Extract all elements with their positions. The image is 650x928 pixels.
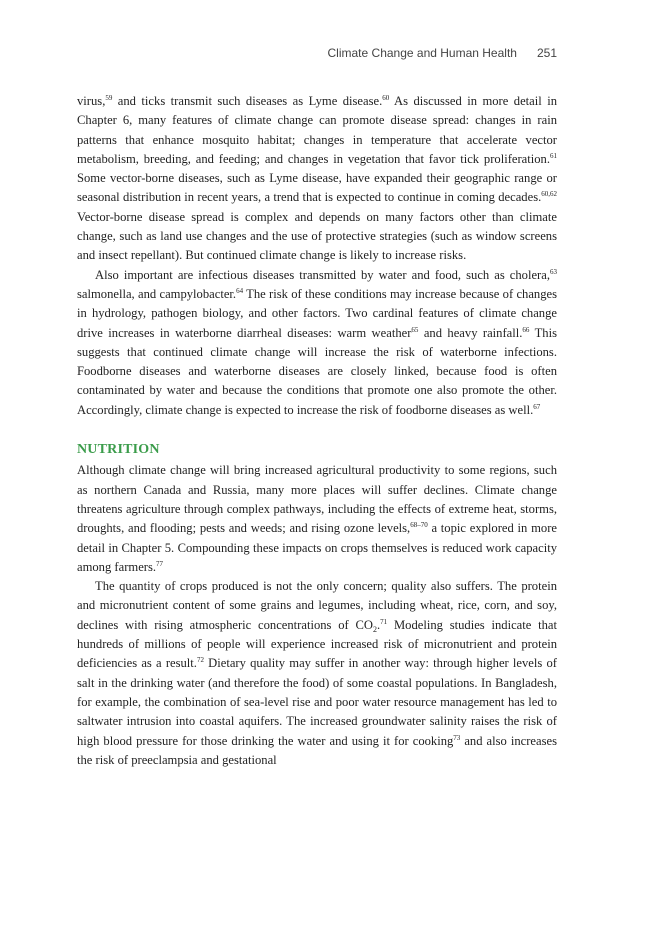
footnote-ref: 64	[236, 286, 244, 295]
footnote-ref: 77	[156, 559, 164, 568]
paragraph-waterborne	[77, 266, 557, 420]
text-run: The quantity of crops produced is not the only concern; quality also suffers. The protein and micronutrient content of some grains and legumes, including wheat, rice, corn, and soy, declines with rising atmospheric concentrations of CO	[77, 579, 557, 632]
text-run: Although climate change will bring increased agricultural productivity to some regions, such as northern Canada and Russia, many more places will suffer declines. Climate change threatens agriculture through complex pathways, including the effects of extreme heat, storms, droughts, and flooding; pests and weeds; and rising ozone levels,	[77, 463, 557, 536]
subscript: 2	[373, 624, 378, 634]
footnote-ref: 60,62	[541, 190, 557, 199]
text-run: Dietary quality may suffer in another way: through higher levels of salt in the drinking water (and therefore the food) of some coastal populations. In Bangladesh, for example, the combination of sea-level rise and poor water resource management has led to saltwater intrusion into coastal aquifers. The increased groundwater salinity raises the risk of high blood pressure for those drinking the water and using it for cooking	[77, 656, 557, 748]
text-run: Vector-borne disease spread is complex and depends on many factors other than climate change, such as land use changes and the use of protective strategies (such as window screens and insect repellant). But continued climate change is likely to increase risks.	[77, 209, 557, 263]
paragraph-crop-quality	[77, 577, 557, 770]
footnote-ref: 61	[550, 151, 557, 160]
paragraph-vector-borne	[77, 92, 557, 266]
text-run: salmonella, and campylobacter.	[77, 286, 237, 301]
text-run: virus,	[77, 94, 106, 108]
footnote-ref: 59	[105, 94, 113, 102]
body-text	[77, 92, 557, 770]
footnote-ref: 68–70	[410, 521, 428, 530]
text-run: Also important are infectious diseases transmitted by water and food, such as cholera,	[95, 267, 550, 282]
text-run: As discussed in more detail in Chapter 6, many features of climate change can promote disease spread: changes in rain patterns that enhance mosquito habitat; changes in temperature that accelerate vector metabolism, breeding, and feeding; and changes in vegetation that favor tick proliferation.	[77, 94, 557, 166]
text-run: and ticks transmit such diseases as Lyme disease.	[112, 94, 383, 108]
footnote-ref: 63	[550, 267, 557, 276]
text-run: The risk of these conditions may increase because of changes in hydrology, pathogen biology, and other factors. Two cardinal features of climate change drive increases in waterborne diarrheal diseases: warm weather	[77, 286, 558, 340]
paragraph-agriculture	[77, 461, 557, 577]
running-header	[328, 46, 557, 60]
footnote-ref: 65	[411, 325, 419, 334]
text-run: .	[377, 617, 381, 632]
page-number: 251	[536, 46, 557, 60]
footnote-ref: 67	[533, 402, 541, 411]
text-run: This suggests that continued climate change will increase the risk of waterborne infections. Foodborne diseases and waterborne diseases are closely linked, because food is often contaminated by water and because the conditions that promote one also promote the other. Accordingly, climate change is expected to increase the risk of foodborne diseases as well.	[77, 325, 557, 417]
footnote-ref: 60	[382, 94, 390, 102]
footnote-ref: 72	[196, 656, 204, 665]
footnote-ref: 66	[522, 325, 530, 334]
text-run: and heavy rainfall.	[418, 325, 523, 340]
footnote-ref: 71	[380, 617, 388, 626]
text-run: and also increases the risk of preeclampsia and gestational	[77, 733, 557, 767]
text-run: Modeling studies indicate that hundreds of millions of people will experience increased risk of micronutrient and protein deficiencies as a result.	[77, 617, 558, 671]
running-title: Climate Change and Human Health	[327, 46, 517, 60]
text-run: Some vector-borne diseases, such as Lyme disease, have expanded their geographic range or seasonal distribution in recent years, a trend that is expected to continue in coming decades.	[77, 171, 557, 205]
footnote-ref: 73	[453, 733, 461, 742]
section-heading-nutrition: NUTRITION	[77, 442, 160, 458]
text-run: a topic explored in more detail in Chapter 5. Compounding these impacts on crops themselves is reduced work capacity among farmers.	[77, 521, 557, 574]
